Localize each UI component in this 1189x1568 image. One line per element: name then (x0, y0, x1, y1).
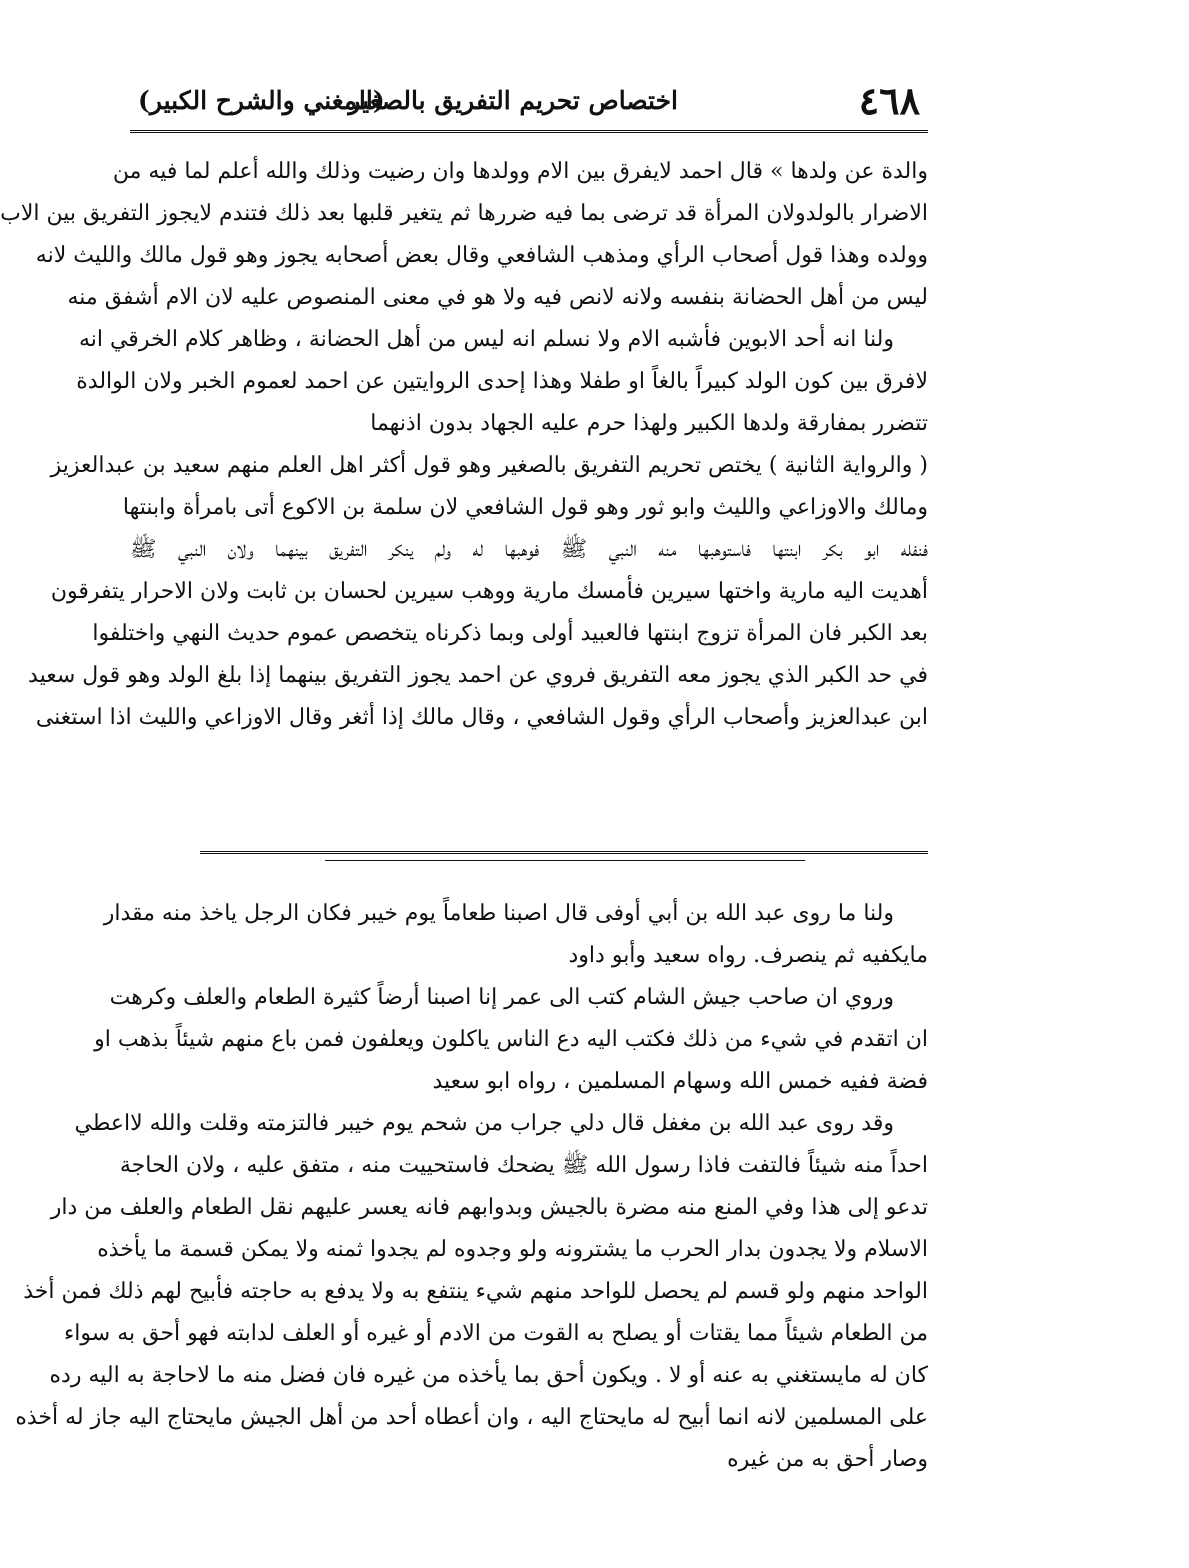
text-line: ولنا انه أحد الابوين فأشبه الام ولا نسلم انه ليس من أهل الحضانة ، وظاهر كلام الخرقي انه (78, 327, 894, 352)
text-line: ابن عبدالعزيز وأصحاب الرأي وقول الشافعي ، وقال مالك إذا أثغر وقال الاوزاعي والليث اذا استغنى (35, 705, 928, 730)
main-text-block (0, 151, 928, 739)
text-line: ( والرواية الثانية ) يختص تحريم التفريق بالصغير وهو قول أكثر اهل العلم منهم سعيد بن عبدالعزيز (50, 453, 928, 478)
text-line: احداً منه شيئاً فالتفت فاذا رسول الله ﷺ يضحك فاستحييت منه ، متفق عليه ، ولان الحاجة (119, 1153, 928, 1178)
text-line: ان اتقدم في شيء من ذلك فكتب اليه دع الناس ياكلون ويعلفون فمن باع منهم شيئاً بذهب او (94, 1027, 928, 1052)
lower-text-block (15, 893, 928, 1481)
text-line: بعد الكبر فان المرأة تزوج ابنتها فالعبيد أولى وبما ذكرناه يتخصص عموم حديث النهي واختلفوا (92, 621, 928, 646)
text-line: وقد روى عبد الله بن مغفل قال دلي جراب من شحم يوم خيبر فالتزمته وقلت والله لااعطي (74, 1111, 894, 1136)
text-line: في حد الكبر الذي يجوز معه التفريق فروي عن احمد يجوز التفريق بينهما إذا بلغ الولد وهو قول سعيد (28, 663, 928, 688)
text-line: وروي ان صاحب جيش الشام كتب الى عمر إنا اصبنا أرضاً كثيرة الطعام والعلف وكرهت (109, 985, 894, 1010)
text-line: الاسلام ولا يجدون بدار الحرب ما يشترونه ولو وجدوه لم يجدوا ثمنه ولا يمكن قسمة ما يأخذه (97, 1237, 928, 1262)
text-line: مايكفيه ثم ينصرف. رواه سعيد وأبو داود (568, 943, 928, 968)
page-header (130, 78, 928, 133)
text-line: وولده وهذا قول أصحاب الرأي ومذهب الشافعي وقال بعض أصحابه يجوز وهو قول مالك والليث لانه (35, 243, 928, 268)
text-line: والدة عن ولدها » قال احمد لايفرق بين الام وولدها وان رضيت وذلك والله أعلم لما فيه من (112, 159, 928, 184)
page-number: ٤٦٨ (858, 78, 920, 123)
text-line: ولنا ما روى عبد الله بن أبي أوفى قال اصبنا طعاماً يوم خيبر فكان الرجل ياخذ منه مقدار (103, 901, 894, 926)
text-line: من الطعام شيئاً مما يقتات أو يصلح به القوت من الادم أو غيره أو العلف لدابته فهو أحق به سواء (63, 1321, 928, 1346)
text-line: ومالك والاوزاعي والليث وابو ثور وهو قول الشافعي لان سلمة بن الاكوع أتى بامرأة وابنتها (122, 495, 928, 520)
text-line: ليس من أهل الحضانة بنفسه ولانه لانص فيه ولا هو في معنى المنصوص عليه لان الام أشفق منه (67, 285, 928, 310)
book-page (0, 78, 928, 1518)
text-line: تتضرر بمفارقة ولدها الكبير ولهذا حرم عليه الجهاد بدون اذنهما (370, 411, 928, 436)
text-line: الواحد منهم ولو قسم لم يحصل للواحد منهم شيء ينتفع به ولا يدفع به حاجته فأبيح لهم ذلك فمن أخذ (23, 1279, 928, 1304)
text-line: على المسلمين لانه انما أبيح له مايحتاج اليه ، وان أعطاه أحد من أهل الجيش مايحتاج اليه جاز له أخذه (15, 1405, 928, 1430)
section-separator (200, 851, 928, 860)
text-line: فضة ففيه خمس الله وسهام المسلمين ، رواه ابو سعيد (432, 1069, 928, 1094)
book-title: (المغني والشرح الكبير) (138, 86, 385, 115)
text-line: أهديت اليه مارية واختها سيرين فأمسك مارية ووهب سيرين لحسان بن ثابت ولان الاحرار يتفرقون (50, 579, 928, 604)
text-line: وصار أحق به من غيره (727, 1447, 928, 1472)
text-line: كان له مايستغني به عنه أو لا . ويكون أحق بما يأخذه من غيره فان فضل منه ما لاحاجة به اليه رده (49, 1363, 928, 1388)
text-line: لافرق بين كون الولد كبيراً بالغاً او طفلا وهذا إحدى الروايتين عن احمد لعموم الخبر ولان الوالدة (76, 369, 928, 394)
text-line: تدعو إلى هذا وفي المنع منه مضرة بالجيش وبدوابهم فانه يعسر عليهم نقل الطعام والعلف من دار (50, 1195, 928, 1220)
text-line: الاضرار بالولدولان المرأة قد ترضى بما فيه ضررها ثم يتغير قلبها بعد ذلك فتندم لايجوز التفريق بين الاب (0, 201, 928, 226)
running-title: اختصاص تحريم التفريق بالصغير (348, 86, 678, 115)
text-line: فنفله ابو بكر ابنتها فاستوهبها منه النبي ﷺ فوهبها له ولم ينكر التفريق بينهما ولان النبي ﷺ (130, 537, 928, 562)
